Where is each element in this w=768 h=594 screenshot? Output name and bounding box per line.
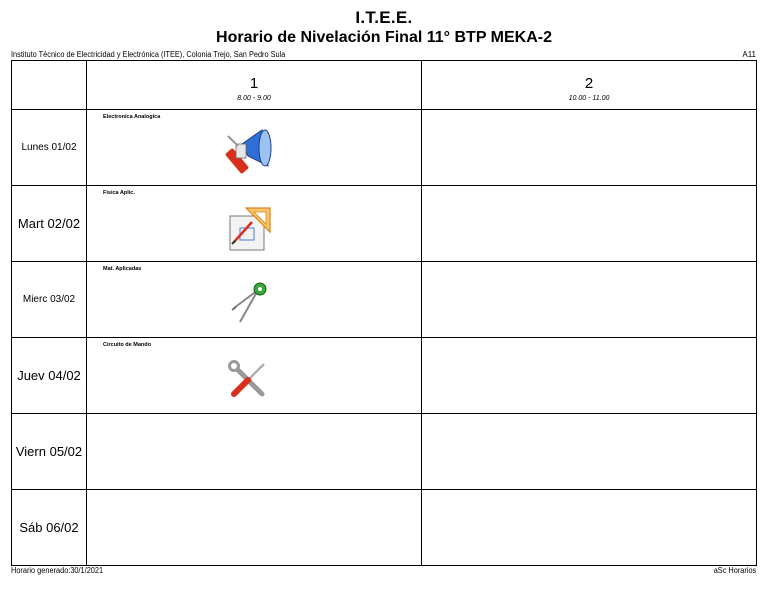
megaphone-icon <box>222 126 276 178</box>
day-label: Viern 05/02 <box>12 414 87 490</box>
lesson-cell-empty[interactable] <box>422 262 757 338</box>
period-header-row <box>12 61 757 110</box>
day-label: Mart 02/02 <box>12 186 87 262</box>
subject-name: Electronica Analogica <box>103 114 161 120</box>
lesson-cell-empty[interactable] <box>87 414 422 490</box>
timetable <box>11 60 757 566</box>
lesson-cell[interactable] <box>87 262 422 338</box>
lesson-cell[interactable] <box>87 338 422 414</box>
school-title: I.T.E.E. <box>355 8 413 27</box>
period-header-1 <box>87 61 422 110</box>
subject-name: Mat. Aplicadas <box>103 266 142 272</box>
period-number: 2 <box>584 75 594 92</box>
day-row-miercoles <box>12 262 757 338</box>
institute-line: Instituto Técnico de Electricidad y Electrónica (ITEE), Colonia Trejo, San Pedro Sula <box>11 50 286 59</box>
software-credit: aSc Horarios <box>713 566 756 575</box>
day-row-viernes <box>12 414 757 490</box>
lesson-cell[interactable] <box>87 110 422 186</box>
lesson-cell-empty[interactable] <box>422 490 757 566</box>
drafting-triangle-icon <box>222 202 276 254</box>
subject-name: Fisica Aplic. <box>103 190 135 196</box>
day-row-sabado <box>12 490 757 566</box>
lesson-cell-empty[interactable] <box>422 110 757 186</box>
generated-date: Horario generado:30/1/2021 <box>11 566 104 575</box>
period-time: 8.00 - 9.00 <box>237 95 271 102</box>
schedule-title: Horario de Nivelación Final 11° BTP MEKA-2 <box>216 29 552 46</box>
period-number: 1 <box>249 75 259 92</box>
lesson-cell-empty[interactable] <box>422 414 757 490</box>
lesson-cell[interactable] <box>87 186 422 262</box>
day-label: Mierc 03/02 <box>12 262 87 338</box>
corner-cell <box>12 61 87 110</box>
lesson-cell-empty[interactable] <box>422 338 757 414</box>
lesson-cell-empty[interactable] <box>422 186 757 262</box>
wrench-screwdriver-icon <box>222 354 276 406</box>
lesson-cell-empty[interactable] <box>87 490 422 566</box>
class-code: A11 <box>742 50 756 59</box>
period-header-2 <box>422 61 757 110</box>
day-row-martes <box>12 186 757 262</box>
day-row-jueves <box>12 338 757 414</box>
subject-name: Circuito de Mando <box>103 342 151 348</box>
day-label: Juev 04/02 <box>12 338 87 414</box>
period-time: 10.00 - 11.00 <box>568 95 610 102</box>
day-label: Sáb 06/02 <box>12 490 87 566</box>
compass-icon <box>222 278 276 330</box>
day-label: Lunes 01/02 <box>12 110 87 186</box>
day-row-lunes <box>12 110 757 186</box>
